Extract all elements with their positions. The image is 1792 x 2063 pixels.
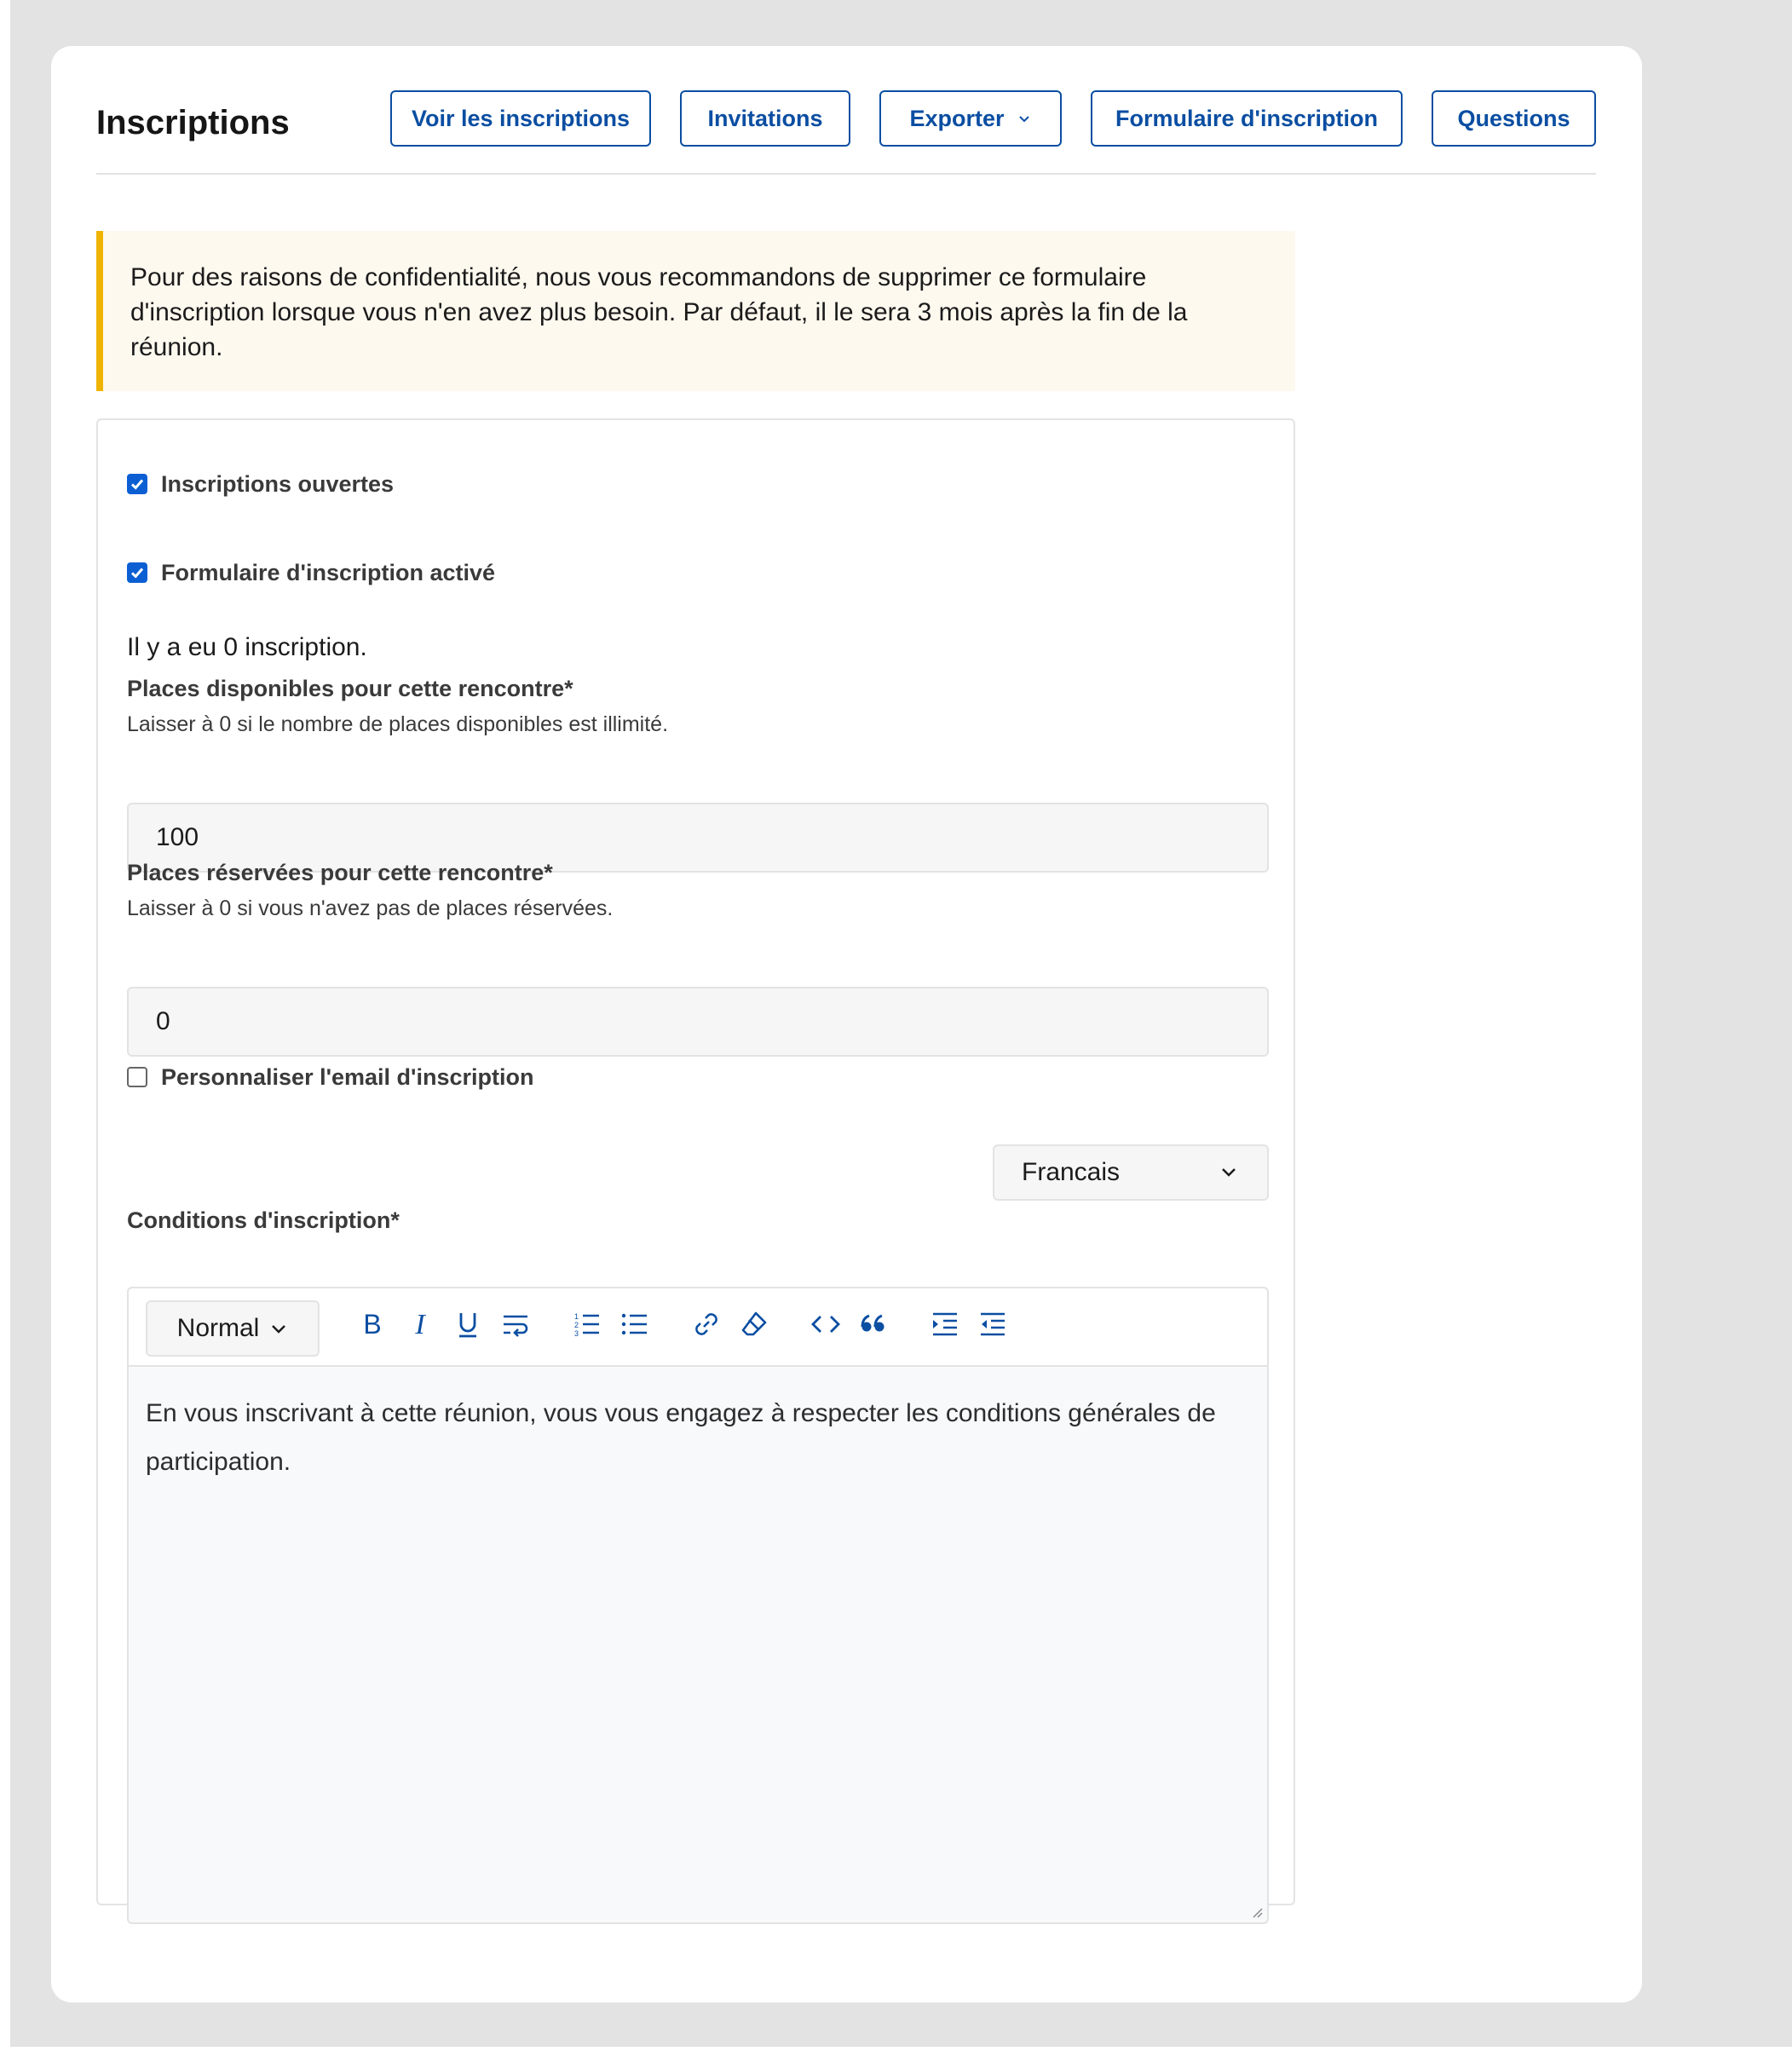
page-title: Inscriptions (96, 104, 290, 141)
eraser-icon[interactable] (735, 1305, 773, 1343)
reserved-seats-hint: Laisser à 0 si vous n'avez pas de places réservées. (127, 896, 614, 920)
invitations-label: Invitations (707, 105, 823, 131)
underline-icon[interactable] (449, 1305, 487, 1343)
code-icon[interactable] (807, 1305, 844, 1343)
chevron-down-icon (269, 1319, 288, 1338)
registration-settings-panel (96, 418, 1295, 1905)
reserved-seats-input[interactable] (127, 987, 1269, 1057)
custom-email-label[interactable]: Personnaliser l'email d'inscription (161, 1063, 534, 1090)
wrap-text-icon[interactable] (497, 1305, 534, 1343)
italic-icon[interactable] (401, 1305, 439, 1343)
link-icon[interactable] (688, 1305, 725, 1343)
editor-text-line-1: En vous inscrivant à cette réunion, vous vous engagez à respecter les conditions générales de (146, 1399, 1216, 1427)
svg-text:2: 2 (574, 1321, 579, 1329)
indent-icon[interactable] (926, 1305, 964, 1343)
chevron-down-icon (1017, 111, 1032, 126)
language-select[interactable] (993, 1144, 1269, 1201)
bullet-list-icon[interactable] (616, 1305, 654, 1343)
checkmark-icon (130, 476, 145, 492)
registration-form-label: Formulaire d'inscription (1115, 105, 1378, 131)
svg-text:I: I (415, 1309, 425, 1340)
terms-label: Conditions d'inscription* (127, 1207, 400, 1233)
svg-text:B: B (363, 1309, 382, 1340)
editor-content[interactable] (146, 1389, 1245, 1486)
form-enabled-checkbox[interactable] (127, 562, 147, 583)
registrations-open-checkbox[interactable] (127, 474, 147, 494)
custom-email-row (127, 1060, 533, 1094)
registration-form-button[interactable] (1091, 90, 1403, 147)
language-selected-value: Francais (1022, 1158, 1121, 1186)
questions-label: Questions (1457, 105, 1570, 131)
bold-icon[interactable] (354, 1305, 391, 1343)
editor-text-line-2: participation. (146, 1448, 291, 1476)
svg-text:3: 3 (574, 1329, 579, 1338)
privacy-notice (96, 231, 1295, 391)
registrations-open-row (127, 467, 394, 501)
view-registrations-button[interactable] (390, 90, 651, 147)
registration-count-text: Il y a eu 0 inscription. (127, 633, 367, 661)
notice-line-2: d'inscription lorsque vous n'en avez plus besoin. Par défaut, il le sera 3 mois après la fin de la (130, 298, 1188, 326)
custom-email-checkbox[interactable] (127, 1067, 147, 1087)
available-seats-hint: Laisser à 0 si le nombre de places disponibles est illimité. (127, 712, 669, 736)
invitations-button[interactable] (680, 90, 850, 147)
view-registrations-label: Voir les inscriptions (411, 105, 631, 131)
export-button[interactable] (879, 90, 1062, 147)
questions-button[interactable] (1432, 90, 1596, 147)
ordered-list-icon[interactable] (568, 1305, 606, 1343)
resize-handle-icon[interactable] (1250, 1905, 1264, 1919)
registrations-open-label[interactable]: Inscriptions ouvertes (161, 470, 395, 497)
form-enabled-row (127, 556, 495, 590)
export-label: Exporter (909, 105, 1005, 131)
notice-line-3: réunion. (130, 333, 223, 361)
chevron-down-icon (1218, 1161, 1240, 1184)
quote-icon[interactable] (855, 1305, 892, 1343)
available-seats-label: Places disponibles pour cette rencontre* (127, 676, 573, 701)
reserved-seats-label: Places réservées pour cette rencontre* (127, 860, 553, 885)
svg-text:1: 1 (574, 1312, 579, 1321)
paragraph-format-value: Normal (176, 1314, 260, 1342)
form-enabled-label[interactable]: Formulaire d'inscription activé (161, 559, 496, 585)
terms-rich-text-editor (127, 1287, 1269, 1924)
editor-toolbar (129, 1288, 1267, 1367)
header-divider (96, 173, 1596, 175)
outdent-icon[interactable] (974, 1305, 1011, 1343)
notice-line-1: Pour des raisons de confidentialité, nous vous recommandons de supprimer ce formulaire (130, 263, 1147, 291)
checkmark-icon (130, 565, 145, 580)
paragraph-format-select[interactable] (146, 1300, 320, 1357)
registrations-card (51, 46, 1642, 2002)
